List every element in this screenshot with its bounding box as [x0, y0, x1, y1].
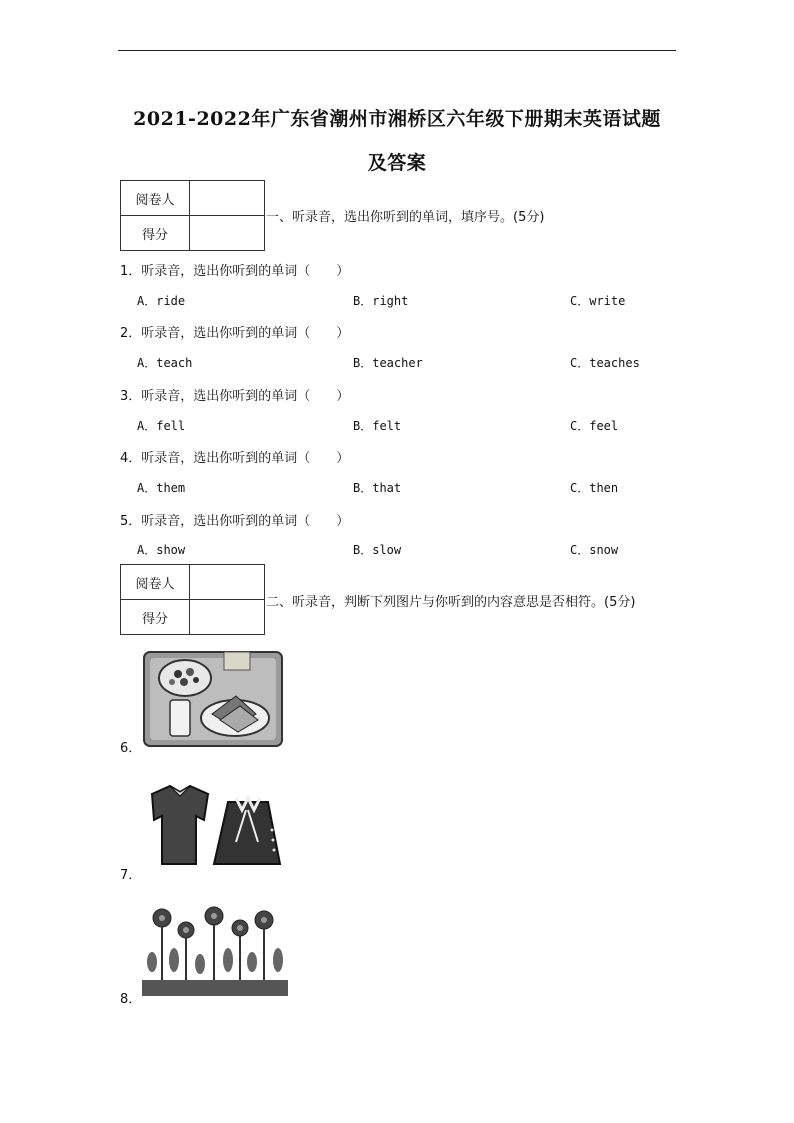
section-heading-2: 二、听录音，判断下列图片与你听到的内容意思是否相符。(5分) — [266, 595, 636, 610]
option-c: C．snow — [570, 543, 619, 557]
reviewer-label: 阅卷人 — [121, 565, 190, 600]
picture-number: 8． — [120, 992, 142, 1007]
reviewer-cell — [190, 181, 265, 216]
flower-field-picture — [142, 900, 288, 998]
section-heading-1: 一、听录音，选出你听到的单词，填序号。(5分) — [266, 210, 545, 225]
option-a: A．them — [137, 481, 186, 495]
question: 5．听录音，选出你听到的单词（ ） — [120, 514, 350, 529]
option-b: B．right — [353, 294, 409, 308]
page-title-line2: 及答案 — [367, 152, 427, 174]
option-c: C．teaches — [570, 356, 640, 370]
question: 1．听录音，选出你听到的单词（ ） — [120, 264, 350, 279]
question: 3．听录音，选出你听到的单词（ ） — [120, 389, 350, 404]
score-label: 得分 — [121, 600, 190, 635]
picture-number: 6． — [120, 741, 142, 756]
option-c: C．feel — [570, 419, 619, 433]
option-b: B．slow — [353, 543, 402, 557]
option-c: C．write — [570, 294, 626, 308]
option-a: A．ride — [137, 294, 186, 308]
reviewer-label: 阅卷人 — [121, 181, 190, 216]
question: 4．听录音，选出你听到的单词（ ） — [120, 451, 350, 466]
score-box — [120, 564, 265, 635]
shirt-and-skirt-picture — [138, 780, 283, 870]
score-box — [120, 180, 265, 251]
option-c: C．then — [570, 481, 619, 495]
option-b: B．felt — [353, 419, 402, 433]
page-title: 2021-2022年广东省潮州市湘桥区六年级下册期末英语试题 — [133, 108, 661, 130]
option-a: A．teach — [137, 356, 193, 370]
option-a: A．fell — [137, 419, 186, 433]
header-rule — [118, 50, 676, 51]
question: 2．听录音，选出你听到的单词（ ） — [120, 326, 350, 341]
score-cell — [190, 216, 265, 251]
option-b: B．that — [353, 481, 402, 495]
score-label: 得分 — [121, 216, 190, 251]
reviewer-cell — [190, 565, 265, 600]
picture-number: 7． — [120, 868, 142, 883]
option-b: B．teacher — [353, 356, 423, 370]
score-cell — [190, 600, 265, 635]
food-tray-picture — [140, 648, 285, 750]
option-a: A．show — [137, 543, 186, 557]
